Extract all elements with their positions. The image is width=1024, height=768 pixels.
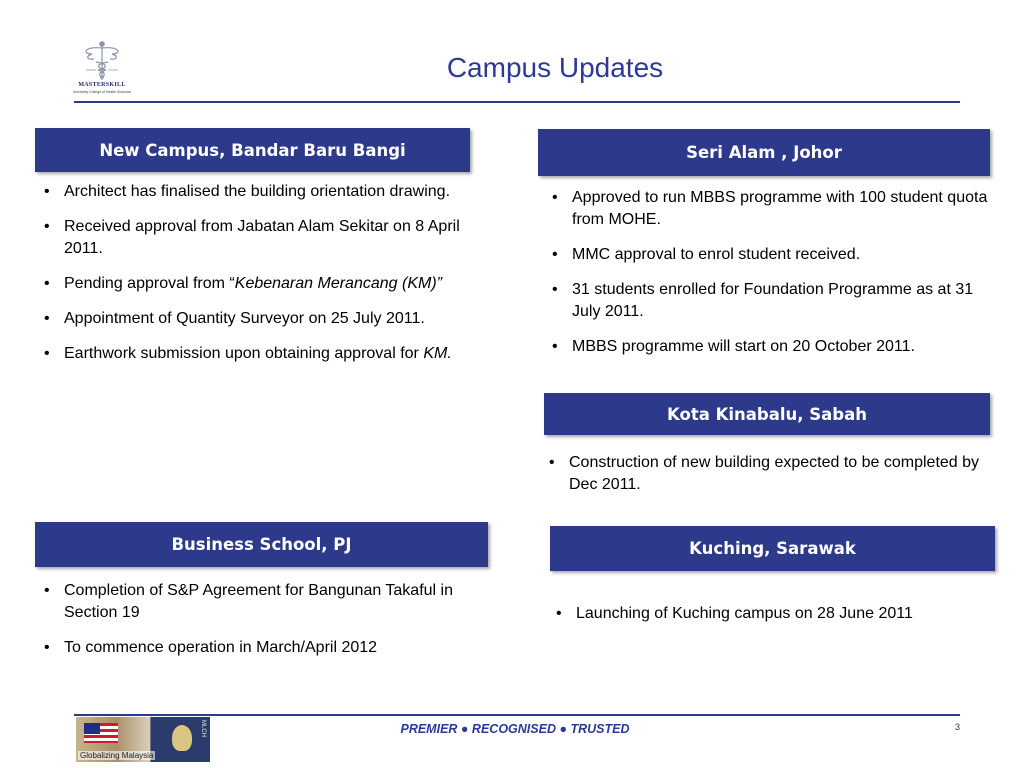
list-item: • Received approval from Jabatan Alam Sekitar on 8 April 2011. [44,218,460,257]
footer-tagline: PREMIER ● RECOGNISED ● TRUSTED [400,722,630,736]
list-item: • Completion of S&P Agreement for Bangunan Takaful in Section 19 [44,582,453,621]
list-item: • To commence operation in March/April 2012 [44,639,378,656]
section-heading: New Campus, Bandar Baru Bangi [99,140,406,160]
flag-canton [84,723,100,734]
list-item: • Earthwork submission upon obtaining approval for KM. [44,345,452,362]
footer-banner-image [76,717,210,762]
section-heading: Kota Kinabalu, Sabah [667,404,867,424]
page-title: Campus Updates [446,52,664,83]
logo-wordmark: MASTERSKILL [78,82,126,88]
list-item: • Launching of Kuching campus on 28 June 2011 [556,605,913,622]
list-item: • Construction of new building expected to be completed by Dec 2011. [549,454,980,493]
business-school-list [38,580,488,672]
kuching-list [550,603,995,638]
logo-subtext: University College of Health Sciences [72,90,132,94]
list-item: • Architect has finalised the building orientation drawing. [44,183,451,200]
new-campus-list [38,181,483,378]
kota-kinabalu-list [543,452,983,509]
section-heading: Business School, PJ [171,535,352,554]
section-header-business-school [35,522,488,567]
section-header-kuching [550,526,995,571]
list-item: • MMC approval to enrol student received. [552,246,861,263]
section-heading: Kuching, Sarawak [689,539,856,558]
list-item: • Approved to run MBBS programme with 100 student quota from MOHE. [552,189,988,228]
banner-caption: Globalizing Malaysia [80,751,154,760]
masterskill-logo [72,40,132,102]
header-divider [74,101,960,103]
section-heading: Seri Alam , Johor [686,143,842,162]
section-header-seri-alam [538,129,990,176]
banner-badge-text: MLCH [200,720,206,738]
caduceus-icon [72,40,132,82]
page-number: 3 [954,722,960,732]
list-item: • Pending approval from “Kebenaran Merancang (KM)” [44,275,442,292]
crest-icon [172,725,192,751]
list-item: • 31 students enrolled for Foundation Programme as at 31 July 2011. [552,281,974,320]
section-header-new-campus [35,128,470,172]
section-header-kota-kinabalu [544,393,990,435]
list-item: • MBBS programme will start on 20 October 2011. [552,338,915,355]
footer-divider [74,714,960,716]
list-item: • Appointment of Quantity Surveyor on 25 July 2011. [44,310,425,327]
seri-alam-list [546,187,998,371]
